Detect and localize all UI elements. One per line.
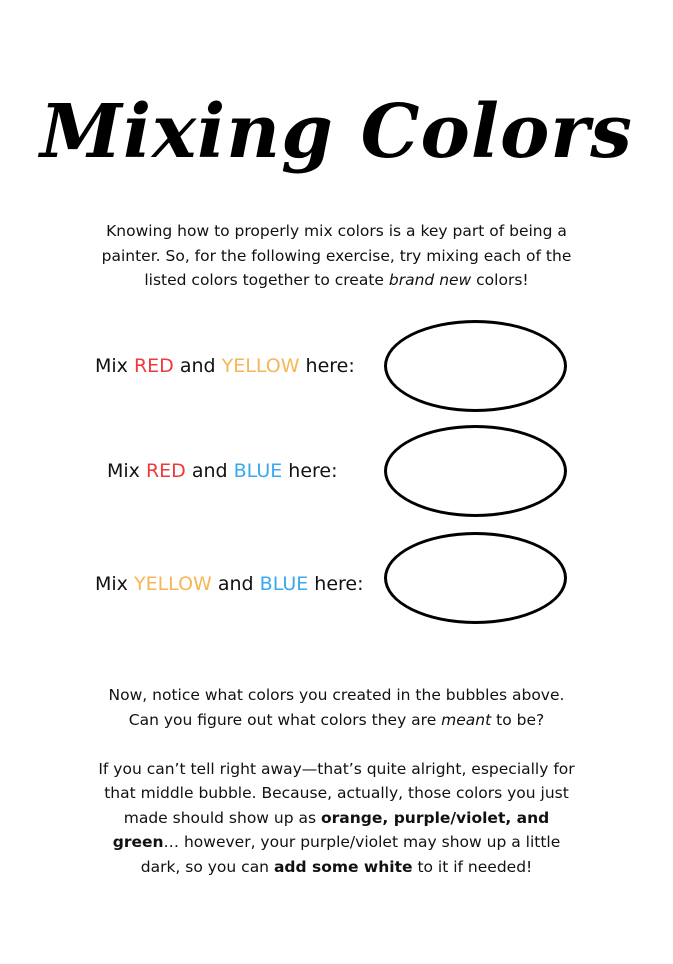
mix-suffix: here: [299, 355, 355, 377]
mix-bubble-yellow-blue[interactable] [384, 532, 567, 624]
intro-paragraph [80, 219, 593, 293]
paragraph-gap [80, 732, 593, 757]
color-word-red: RED [145, 460, 186, 482]
mix-joiner: and [173, 355, 222, 377]
outro-text: … however, your purple/violet may show up a little [163, 833, 561, 851]
mix-prefix: Mix [95, 355, 134, 377]
outro-line [80, 806, 593, 831]
intro-line: Knowing how to properly mix colors is a key part of being a [106, 222, 567, 240]
mix-prefix: Mix [107, 460, 146, 482]
outro-text: made should show up as [123, 808, 322, 827]
color-word-yellow: YELLOW [221, 355, 300, 377]
page-title: Mixing Colors [40, 89, 633, 175]
mix-suffix: here: [282, 460, 338, 482]
color-word-red: RED [133, 355, 174, 377]
color-word-blue: BLUE [259, 573, 309, 595]
mix-red-blue-label [107, 459, 338, 483]
outro-line: Now, notice what colors you created in the bubbles above. [108, 686, 565, 704]
mix-yellow-blue-label [95, 572, 364, 596]
outro-line [80, 855, 593, 880]
outro-text: to it if needed! [412, 857, 533, 876]
mix-joiner: and [185, 460, 234, 482]
outro-text: Can you figure out what colors they are [128, 710, 442, 729]
intro-line [80, 268, 593, 293]
outro-text: dark, so you can [140, 857, 274, 876]
mix-suffix: here: [308, 573, 364, 595]
mix-prefix: Mix [95, 573, 134, 595]
outro-paragraphs [80, 683, 593, 879]
intro-line: painter. So, for the following exercise, try mixing each of the [101, 246, 572, 265]
color-word-yellow: YELLOW [133, 573, 212, 595]
color-word-blue: BLUE [233, 460, 283, 482]
intro-emphasis: brand new [388, 271, 472, 289]
outro-bold: green [112, 833, 164, 851]
mix-red-yellow-label [95, 354, 355, 378]
outro-text: to be? [491, 710, 545, 729]
mix-bubble-red-blue[interactable] [384, 425, 567, 517]
mix-bubble-red-yellow[interactable] [384, 320, 567, 412]
outro-line [80, 708, 593, 733]
mix-joiner: and [211, 573, 260, 595]
intro-text: colors! [471, 271, 529, 289]
outro-line: that middle bubble. Because, actually, those colors you just [104, 784, 569, 802]
outro-line: If you can’t tell right away—that’s quite alright, especially for [98, 759, 575, 778]
outro-emphasis: meant [441, 710, 492, 729]
outro-bold: orange, purple/violet, and [321, 808, 550, 827]
outro-line [80, 830, 593, 855]
intro-text: listed colors together to create [144, 271, 389, 289]
outro-bold: add some white [273, 857, 413, 876]
